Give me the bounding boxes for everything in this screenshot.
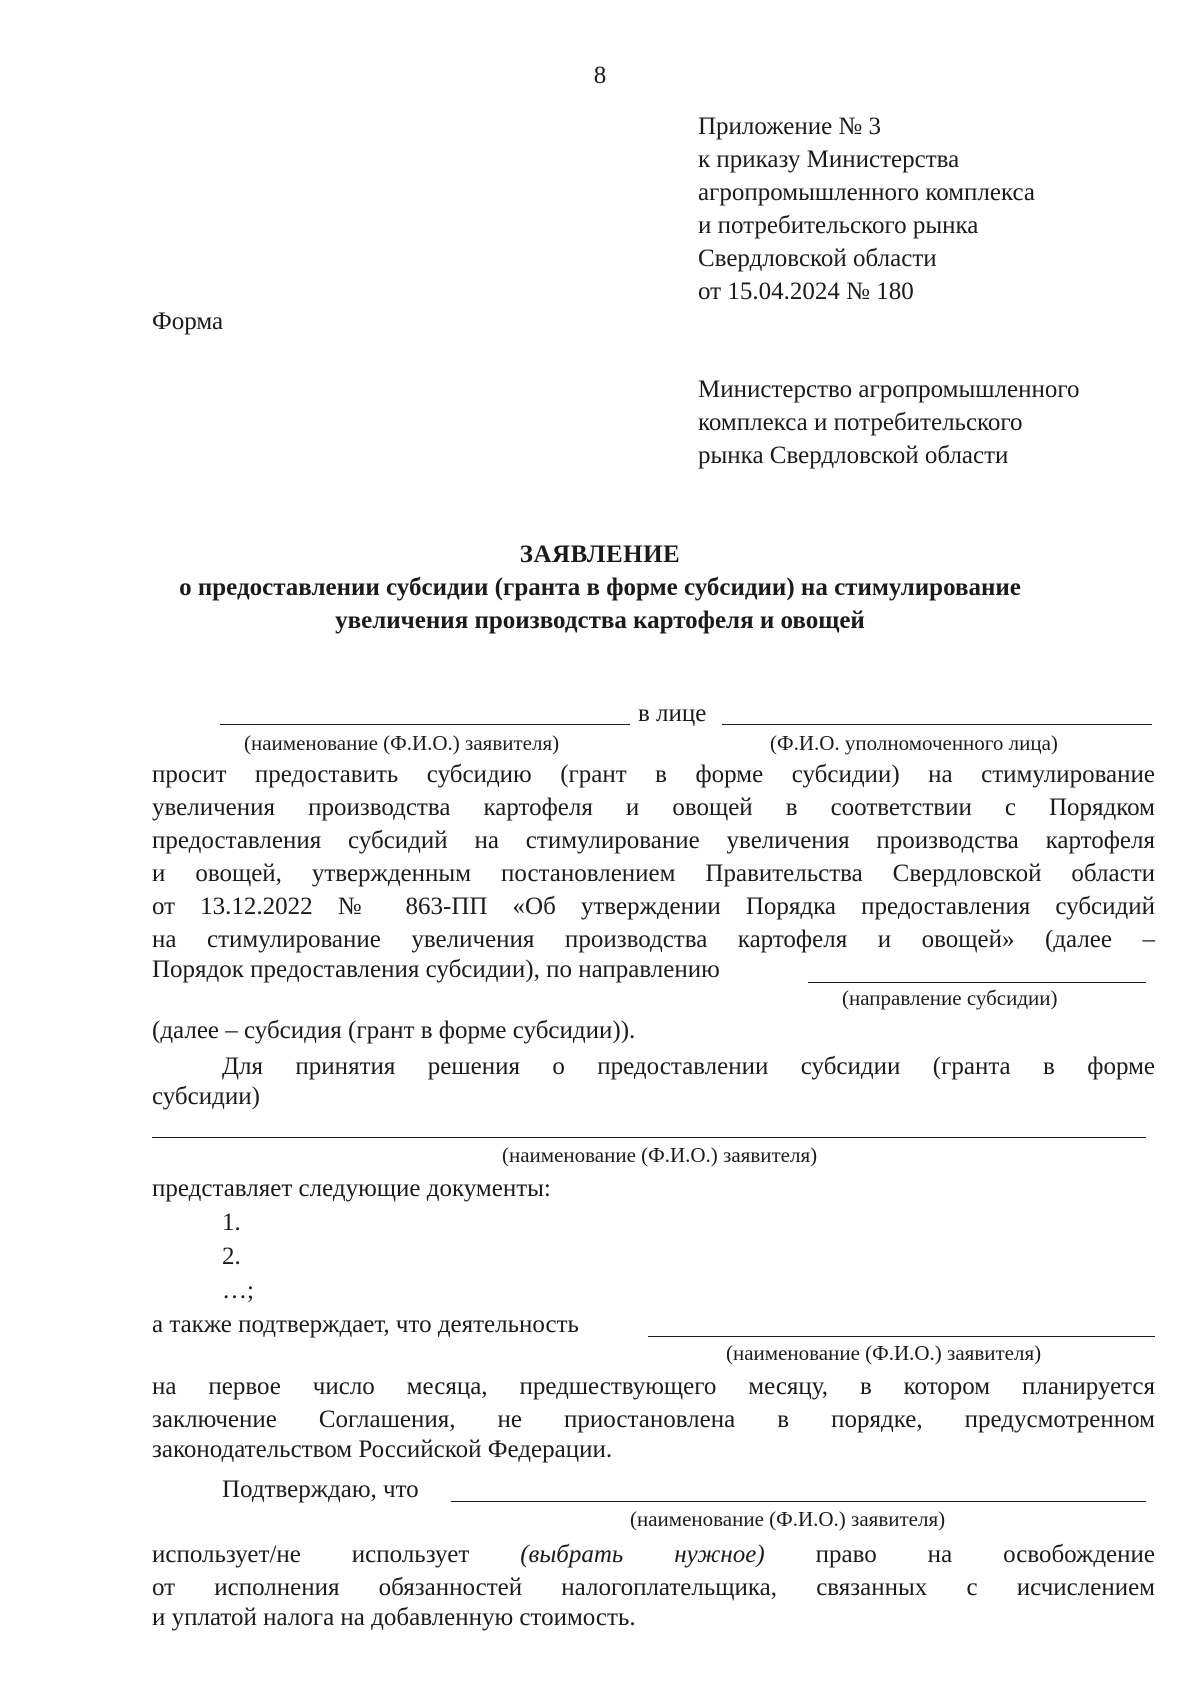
document-item-2: 2. (222, 1243, 241, 1270)
appendix-line: Приложение № 3 (698, 113, 882, 140)
body-line: субсидии) (152, 1083, 260, 1110)
document-item-more: …; (222, 1277, 254, 1304)
body-line-part: использует/не использует (152, 1541, 470, 1568)
addressee-line: рынка Свердловской области (698, 442, 1009, 469)
body-line: Подтверждаю, что (222, 1476, 419, 1503)
body-line: заключение Соглашения, не приостановлена в порядке, предусмотренном (152, 1406, 1155, 1433)
body-line: на первое число месяца, предшествующего месяцу, в котором планируется (152, 1373, 1155, 1400)
body-line: предоставления субсидий на стимулирование увеличения производства картофеля (152, 827, 1155, 854)
body-line: Для принятия решения о предоставлении субсидии (гранта в форме (222, 1053, 1155, 1080)
caption-applicant-name: (наименование (Ф.И.О.) заявителя) (630, 1507, 946, 1531)
authorized-person-field[interactable] (722, 724, 1152, 725)
body-line-italic: (выбрать нужное) (520, 1541, 765, 1568)
addressee-line: Министерство агропромышленного (698, 376, 1080, 403)
appendix-line: и потребительского рынка (698, 212, 979, 239)
form-label: Форма (152, 308, 224, 335)
title-line: увеличения производства картофеля и овощей (335, 607, 865, 634)
body-line: на стимулирование увеличения производства картофеля и овощей» (далее – (152, 926, 1155, 953)
body-line: представляет следующие документы: (152, 1175, 551, 1202)
caption-direction: (направление субсидии) (842, 986, 1058, 1010)
body-line: (далее – субсидия (грант в форме субсидии)). (152, 1017, 636, 1044)
caption-applicant-name: (наименование (Ф.И.О.) заявителя) (726, 1341, 1042, 1365)
body-line: Порядок предоставления субсидии), по направлению (152, 956, 720, 983)
addressee (698, 373, 1079, 472)
appendix-line: агропромышленного комплекса (698, 179, 1036, 206)
body-line: а также подтверждает, что деятельность (152, 1311, 579, 1338)
appendix-line: от 15.04.2024 № 180 (698, 278, 914, 305)
body-line (152, 1538, 1155, 1571)
title-line: о предоставлении субсидии (гранта в форме субсидии) на стимулирование (179, 574, 1021, 601)
caption-applicant-name: (наименование (Ф.И.О.) заявителя) (502, 1143, 818, 1167)
page-number: 8 (593, 62, 607, 89)
applicant-name-field-4[interactable] (451, 1501, 1146, 1502)
direction-field[interactable] (808, 982, 1146, 983)
appendix-line: к приказу Министерства (698, 146, 960, 173)
caption-applicant-name: (наименование (Ф.И.О.) заявителя) (244, 731, 560, 755)
applicant-name-field[interactable] (220, 724, 630, 725)
body-line-part: право на освобождение (815, 1541, 1155, 1568)
body-line: просит предоставить субсидию (грант в форме субсидии) на стимулирование (152, 761, 1155, 788)
body-line: и уплатой налога на добавленную стоимость. (152, 1604, 636, 1631)
in-person-label: в лице (638, 700, 707, 727)
appendix-reference (698, 110, 1035, 308)
body-line: увеличения производства картофеля и овощей в соответствии с Порядком (152, 794, 1155, 821)
appendix-line: Свердловской области (698, 245, 937, 272)
title-heading: ЗАЯВЛЕНИЕ (519, 541, 681, 568)
body-line: законодательством Российской Федерации. (152, 1436, 613, 1463)
body-line: от исполнения обязанностей налогоплательщика, связанных с исчислением (152, 1574, 1155, 1601)
body-line: от 13.12.2022 № 863-ПП «Об утверждении Порядка предоставления субсидий (152, 893, 1155, 920)
document-title (0, 538, 1200, 637)
applicant-name-field-2[interactable] (152, 1137, 1146, 1138)
body-line: и овощей, утвержденным постановлением Правительства Свердловской области (152, 860, 1155, 887)
document-item-1: 1. (222, 1209, 241, 1236)
applicant-name-field-3[interactable] (648, 1336, 1155, 1337)
addressee-line: комплекса и потребительского (698, 409, 1023, 436)
caption-authorized-person: (Ф.И.О. уполномоченного лица) (770, 731, 1058, 755)
